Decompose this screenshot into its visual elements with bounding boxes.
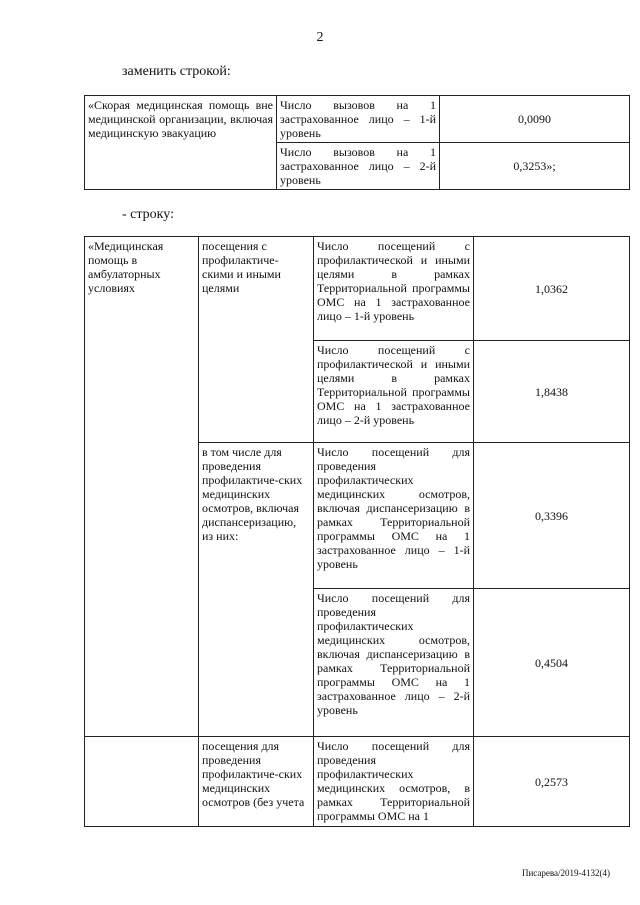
page-number: 2 [316, 30, 324, 45]
replacement-table [84, 95, 630, 190]
table-row [85, 96, 630, 143]
document-footer-code: Писарева/2019-4132(4) [521, 868, 610, 878]
value-cell: 1,0362 [474, 237, 630, 341]
value-cell: 0,3253»; [440, 143, 630, 190]
indicator-cell: Число посещений с профилактической и иными целями в рамках Территориальной программы ОМС на 1 застрахованное лицо – 1-й уровень [314, 237, 474, 341]
replace-with-line-label: заменить строкой: [122, 64, 231, 79]
value-cell: 1,8438 [474, 341, 630, 443]
visit-category-cell: посещения для проведения профилактиче-ских медицинских осмотров (без учета [199, 737, 314, 827]
table-row [85, 237, 630, 341]
line-label: - строку: [122, 207, 174, 222]
value-cell: 0,0090 [440, 96, 630, 143]
visit-category-cell: в том числе для проведения профилактиче-ских медицинских осмотров, включая диспансеризацию, из них: [199, 443, 314, 737]
indicator-cell: Число посещений для проведения профилактических медицинских осмотров, включая диспансеризацию в рамках Территориальной программы ОМС на 1 застрахованное лицо – 2-й уровень [314, 589, 474, 737]
indicator-cell: Число посещений с профилактической и иными целями в рамках Территориальной программы ОМС на 1 застрахованное лицо – 2-й уровень [314, 341, 474, 443]
service-type-cell: «Скорая медицинская помощь вне медицинской организации, включая медицинскую эвакуацию [85, 96, 277, 190]
indicator-cell: Число вызовов на 1 застрахованное лицо – 2-й уровень [277, 143, 440, 190]
original-line-table [84, 236, 630, 827]
table-row [85, 737, 630, 827]
visit-category-cell: посещения с профилактиче-скими и иными целями [199, 237, 314, 443]
value-cell: 0,2573 [474, 737, 630, 827]
indicator-cell: Число посещений для проведения профилактических медицинских осмотров, включая диспансеризацию в рамках Территориальной программы ОМС на 1 застрахованное лицо – 1-й уровень [314, 443, 474, 589]
value-cell: 0,4504 [474, 589, 630, 737]
indicator-cell: Число посещений для проведения профилактических медицинских осмотров, в рамках Территориальной программы ОМС на 1 [314, 737, 474, 827]
service-type-cell-empty [85, 737, 199, 827]
indicator-cell: Число вызовов на 1 застрахованное лицо – 1-й уровень [277, 96, 440, 143]
service-type-cell: «Медицинская помощь в амбулаторных условиях [85, 237, 199, 737]
value-cell: 0,3396 [474, 443, 630, 589]
